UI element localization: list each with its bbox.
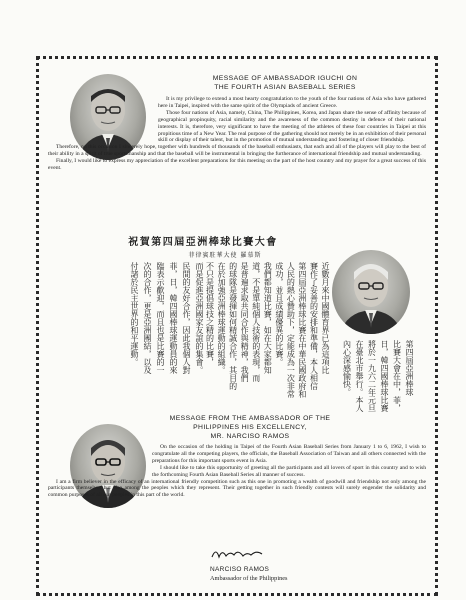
- chinese-column: 第四屆亞洲棒球比賽在中華民國政府和: [298, 262, 307, 398]
- bottom-message-title: [130, 414, 370, 441]
- chinese-column: 人民的熱心贊助下，定能成為一次非常: [286, 262, 296, 398]
- chinese-column: 近數月來中國體育界已為這項比: [321, 262, 330, 374]
- bottom-paragraph: On the occasion of the holding in Taipei of the Fourth Asian Baseball Series from January 1 to 6, 1962, I wish to congratulate all the competing players, the officials, the Baseball Association of Taiwan and all others connected with the preparations for this important sports event in Asia.: [152, 444, 426, 464]
- top-paragraph: Therefore, on this occasion I sincerely hope, together with hundreds of thousands of the baseball enthusiasts, that each and all of the players will play to the best of their ability in a spirit of true sportsmanship and that the baseball will be instrumental in bringing the furtherance of international friendship and mutual understanding.: [48, 144, 426, 158]
- chinese-column: 日，韓四國棒球比賽: [380, 340, 389, 412]
- chinese-column: 次的合作，更是亞洲團結，以及: [143, 262, 152, 374]
- chinese-column: 在於加強亞洲棒球運動的組織。: [217, 262, 227, 374]
- chinese-column: 比賽大會在中，菲，: [392, 340, 402, 412]
- chinese-text-far-right: [342, 340, 414, 412]
- chinese-message-author: 菲律賓駐華大使 羅慕斯: [188, 252, 262, 259]
- top-title-line2: THE FOURTH ASIAN BASEBALL SERIES: [214, 84, 356, 91]
- chinese-text-right: [206, 262, 330, 410]
- ambassador-ramos-portrait-top: [332, 250, 410, 334]
- top-paragraph: Those four nations of Asia, namely, China, The Philippines, Korea, and Japan share the sense of affinity because of geographical propinquity, racial similarity and the awareness of the common destiny in defence of their national interests. It is, therefore, very significant to have the meeting of the athletes of these four countries in Taipei at this propitious time of a New Year. The real purpose of the gathering should not merely be in an exhibition of their personal skill or display of their talent, but in the promotion of mutual understanding and fostering of closer friendship.: [158, 109, 426, 144]
- chinese-column: 不只是提倡球技之精的比賽，: [205, 262, 215, 366]
- chinese-column: 賽作了妥善的安排和準備，本人相信: [309, 262, 319, 390]
- top-message-body: [48, 96, 426, 226]
- chinese-column: 而是促進亞洲國家友誼的集會。: [195, 262, 204, 374]
- signature-role: Ambassador of the Philippines: [210, 575, 288, 582]
- top-paragraph: It is my privilege to extend a most hearty congratulation to the youth of the four nations of Asia who have gathered here in Taipei, inspired with the same spirit of the Olympiads of ancient Greece.: [158, 96, 426, 109]
- bottom-message-body: [48, 444, 426, 544]
- signature-name: NARCISO RAMOS: [210, 566, 270, 573]
- chinese-column: 將於一九六二年元旦: [367, 340, 377, 412]
- chinese-column: 是普遍求取共同合作與精神，我們: [240, 262, 250, 382]
- bottom-title-line3: MR. NARCISO RAMOS: [210, 433, 290, 440]
- chinese-column: 內心深感愉快。: [342, 340, 352, 396]
- top-title-line1: MESSAGE OF AMBASSADOR IGUCHI ON: [212, 75, 358, 82]
- top-message-title: [150, 74, 420, 92]
- chinese-column: 臨表示歡迎，而且也是比賽的一: [156, 262, 165, 374]
- bottom-title-line2: PHILIPPINES HIS EXCELLENCY,: [193, 424, 307, 431]
- chinese-column: 的球隊是發揮如何精誠合作，其目的: [229, 262, 238, 390]
- bottom-paragraph: I should like to take this opportunity of greeting all the participants and all lovers of sport in this country and to wish the forthcoming Fourth Asian Baseball Series all manner of success.: [152, 464, 426, 478]
- bottom-title-line1: MESSAGE FROM THE AMBASSADOR OF THE: [169, 415, 331, 422]
- chinese-column: 道，不是單純個人技術的表現，而: [252, 262, 261, 382]
- chinese-column: 付諸於民主世界的和平運動。: [130, 262, 139, 366]
- chinese-column: 在臺北市舉行。本人: [355, 340, 364, 412]
- chinese-column: 民間的友好合作，因此我個人對: [182, 262, 191, 374]
- top-paragraph: Finally, I would like to express my appreciation of the excellent preparations for this meeting on the part of the host country and my prayer for a great success of this event.: [48, 158, 426, 172]
- chinese-text-left: [88, 262, 204, 410]
- chinese-column: 第四屆亞洲棒球: [405, 340, 414, 396]
- chinese-message-title: 祝賀第四屆亞洲棒球比賽大會: [128, 237, 278, 248]
- chinese-column: 我們都知道比賽，如在大家都知: [263, 262, 273, 374]
- chinese-column: 菲，日，韓四國棒球運動員的來: [169, 262, 178, 374]
- handwritten-signature: [210, 545, 265, 561]
- bottom-paragraph: I am a firm believer in the efficacy of an international friendly competition such as this one in promoting a wealth of goodwill and friendship not only among the participants themselves but also among the peoples which they represent. Their getting together in such friendly contests will surely engender the solidarity and common purposes of all our peoples in this part of the world.: [48, 478, 426, 499]
- chinese-column: 成功，並且成績優異的比賽。: [275, 262, 284, 366]
